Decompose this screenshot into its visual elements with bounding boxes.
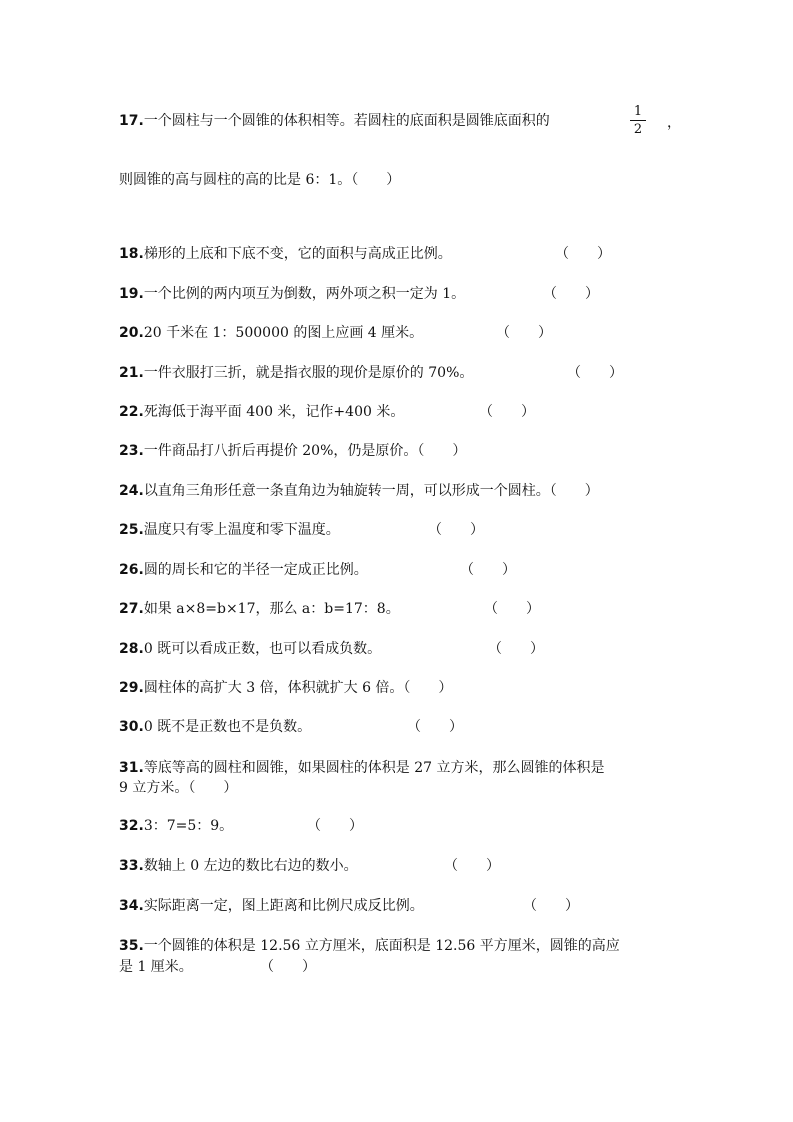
question-35-line1: 35.一个圆锥的体积是 12.56 立方厘米，底面积是 12.56 平方厘米，圆锥的高应	[119, 938, 620, 954]
question-26: 26.圆的周长和它的半径一定成正比例。	[119, 562, 368, 578]
question-31-line1: 31.等底等高的圆柱和圆锥，如果圆柱的体积是 27 立方米，那么圆锥的体积是	[119, 760, 605, 776]
question-20: 20.20 千米在 1：500000 的图上应画 4 厘米。	[119, 325, 424, 341]
question-27: 27.如果 a×8=b×17，那么 a：b=17：8。	[119, 601, 400, 617]
question-34: 34.实际距离一定，图上距离和比例尺成反比例。	[119, 898, 424, 914]
question-29: 29.圆柱体的高扩大 3 倍，体积就扩大 6 倍。（ ）	[119, 680, 453, 696]
question-28: 28.0 既可以看成正数，也可以看成负数。	[119, 641, 382, 657]
question-19: 19.一个比例的两内项互为倒数，两外项之积一定为 1。	[119, 286, 466, 302]
question-23: 23.一件商品打八折后再提价 20%，仍是原价。（ ）	[119, 443, 467, 459]
answer-blank-28[interactable]: （ ）	[488, 641, 544, 657]
answer-blank-33[interactable]: （ ）	[444, 858, 500, 874]
comma: ，	[667, 115, 681, 131]
answer-blank-18[interactable]: （ ）	[555, 246, 611, 262]
answer-blank-34[interactable]: （ ）	[523, 898, 579, 914]
question-32: 32.3：7=5：9。	[119, 818, 234, 834]
answer-blank-30[interactable]: （ ）	[407, 719, 463, 735]
question-17-line1: 17.一个圆柱与一个圆锥的体积相等。若圆柱的底面积是圆锥底面积的	[119, 113, 550, 129]
question-21: 21.一件衣服打三折，就是指衣服的现价是原价的 70%。	[119, 365, 474, 381]
question-24: 24.以直角三角形任意一条直角边为轴旋转一周，可以形成一个圆柱。（ ）	[119, 483, 599, 499]
answer-blank-26[interactable]: （ ）	[460, 562, 516, 578]
question-30: 30.0 既不是正数也不是负数。	[119, 719, 312, 735]
answer-blank-25[interactable]: （ ）	[428, 522, 484, 538]
answer-blank-21[interactable]: （ ）	[567, 365, 623, 381]
question-35-line2: 是 1 厘米。	[119, 959, 193, 975]
question-18: 18.梯形的上底和下底不变，它的面积与高成正比例。	[119, 246, 452, 262]
answer-blank-20[interactable]: （ ）	[496, 325, 552, 341]
answer-blank-32[interactable]: （ ）	[307, 818, 363, 834]
question-31-line2: 9 立方米。（ ）	[119, 780, 238, 796]
answer-blank-22[interactable]: （ ）	[479, 404, 535, 420]
question-33: 33.数轴上 0 左边的数比右边的数小。	[119, 858, 358, 874]
answer-blank-35[interactable]: （ ）	[260, 959, 316, 975]
question-25: 25.温度只有零上温度和零下温度。	[119, 522, 340, 538]
question-22: 22.死海低于海平面 400 米，记作+400 米。	[119, 404, 405, 420]
fraction-one-half: 1 2	[630, 104, 646, 137]
answer-blank-19[interactable]: （ ）	[543, 286, 599, 302]
answer-blank-27[interactable]: （ ）	[484, 601, 540, 617]
question-17-line2: 则圆锥的高与圆柱的高的比是 6：1。（ ）	[119, 172, 401, 188]
